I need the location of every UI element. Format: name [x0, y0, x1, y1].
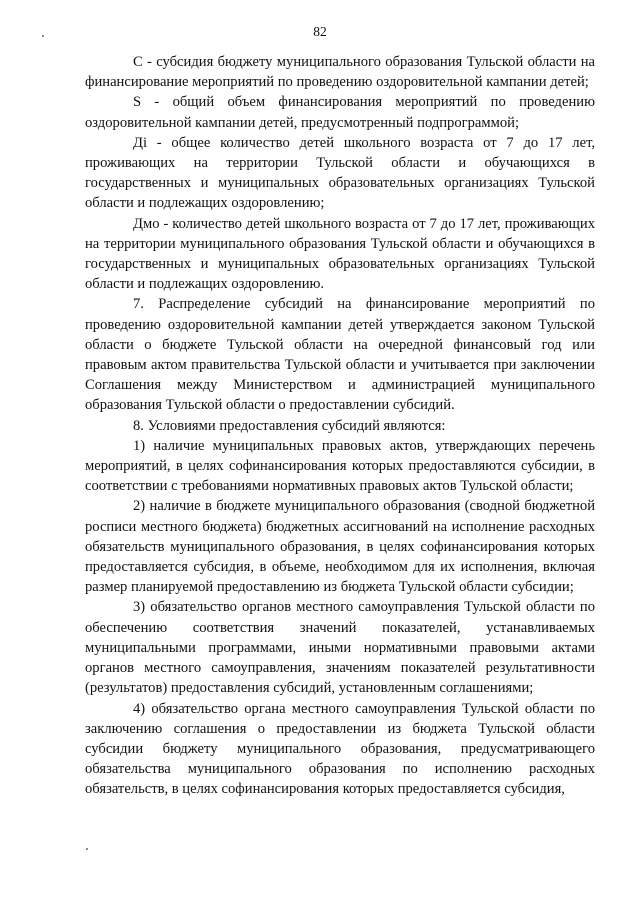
paragraph-s-definition: S - общий объем финансирования мероприятий по проведению оздоровительной кампании детей, предусмотренный подпрограммой; [85, 94, 595, 131]
paragraph-dmo-definition: Дмо - количество детей школьного возраста от 7 до 17 лет, проживающих на территории муниципального образования Тульской области и обучающихся в государственных и муниципальных образовательных организациях Тульской области и подлежащих оздоровлению. [85, 215, 595, 293]
paragraph-8: 8. Условиями предоставления субсидий являются: [133, 417, 446, 434]
condition-1: 1) наличие муниципальных правовых актов, утверждающих перечень мероприятий, в целях софинансирования которых предоставляются субсидии, в соответствии с требованиями нормативных правовых актов Тульской области; [85, 437, 595, 495]
paragraph-di-definition: Дi - общее количество детей школьного возраста от 7 до 17 лет, проживающих на территории Тульской области и обучающихся в государственных и муниципальных образовательных организациях Тульской области и подлежащих оздоровлению; [85, 134, 595, 212]
scan-speck [86, 848, 88, 850]
paragraph-7: 7. Распределение субсидий на финансирование мероприятий по проведению оздоровительной кампании детей утверждается законом Тульской области о бюджете Тульской области на очередной финансовый год или правовым актом правительства Тульской области и учитывается при заключении Соглашения между Министерством и администрацией муниципального образования Тульской области о предоставлении субсидий. [85, 296, 595, 414]
page-number: 82 [313, 24, 327, 39]
scan-speck [42, 35, 44, 37]
paragraph-c-definition: С - субсидия бюджету муниципального образования Тульской области на финансирование мероприятий по проведению оздоровительной кампании детей; [85, 54, 595, 91]
body-text [85, 52, 595, 800]
condition-4: 4) обязательство органа местного самоуправления Тульской области по заключению соглашения о предоставлении из бюджета Тульской области субсидии бюджету муниципального образования, предусматривающего обязательства муниципального образования по исполнению расходных обязательств, в целях софинансирования которых предоставляется субсидия, [85, 700, 595, 798]
condition-3: 3) обязательство органов местного самоуправления Тульской области по обеспечению соответствия значений показателей, устанавливаемых муниципальными программами, иными нормативными правовыми актами органов местного самоуправления, значениям показателей результативности (результатов) предоставления субсидий, установленным соглашениями; [85, 599, 595, 697]
condition-2: 2) наличие в бюджете муниципального образования (сводной бюджетной росписи местного бюджета) бюджетных ассигнований на исполнение расходных обязательств муниципального образования, в целях софинансирования которых предоставляется субсидия, в объеме, необходимом для их исполнения, включая размер планируемой предоставлению из бюджета Тульской области субсидии; [85, 498, 595, 596]
